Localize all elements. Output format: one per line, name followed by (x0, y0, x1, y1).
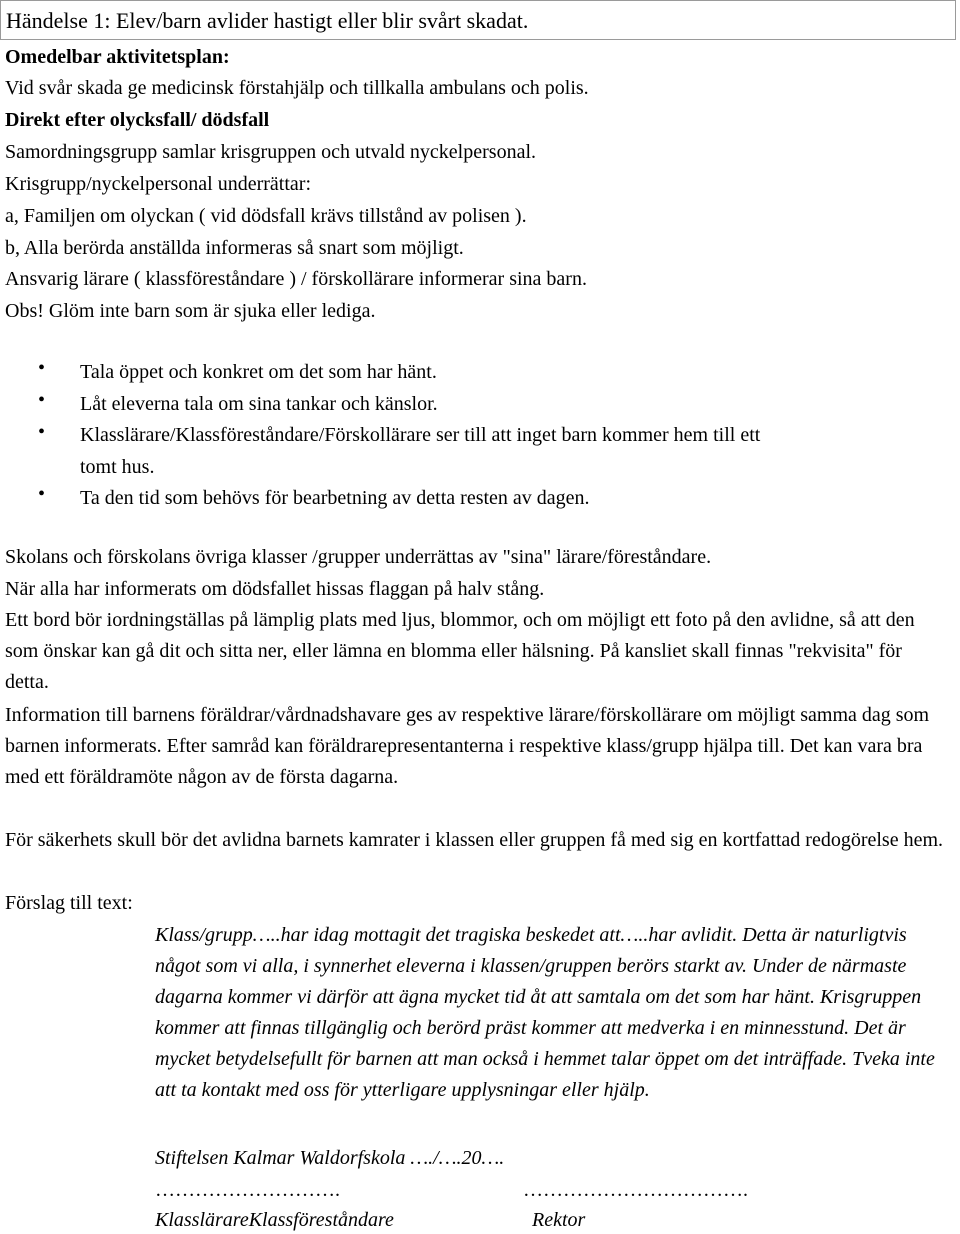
paragraph: Skolans och förskolans övriga klasser /grupper underrättas av "sina" lärare/föreståndare. (5, 546, 712, 568)
text-line: Obs! Glöm inte barn som är sjuka eller lediga. (5, 300, 376, 322)
title-box (0, 0, 956, 40)
document-title: Händelse 1: Elev/barn avlider hastigt eller blir svårt skadat. (6, 8, 529, 33)
after-heading: Direkt efter olycksfall/ dödsfall (5, 109, 270, 131)
bullet-dot-icon: • (38, 357, 46, 379)
signature-label-teacher: KlasslärareKlassföreståndare (155, 1209, 394, 1231)
text-line: Ansvarig lärare ( klassföreståndare ) / förskollärare informerar sina barn. (5, 268, 587, 290)
text-line: Krisgrupp/nyckelpersonal underrättar: (5, 173, 312, 195)
bullet-item: Ta den tid som behövs för bearbetning av detta resten av dagen. (80, 487, 590, 509)
bullet-item-continued: tomt hus. (80, 456, 155, 478)
bullet-dot-icon: • (38, 389, 46, 411)
signature-line-right: ……………………………. (523, 1179, 748, 1201)
plan-heading: Omedelbar aktivitetsplan: (5, 46, 230, 68)
bullet-item: Tala öppet och konkret om det som har hänt. (80, 361, 437, 383)
bullet-dot-icon: • (38, 483, 46, 505)
text-line: Samordningsgrupp samlar krisgruppen och utvald nyckelpersonal. (5, 141, 536, 163)
suggested-text-quote: Klass/grupp…..har idag mottagit det tragiska beskedet att…..har avlidit. Detta är naturligtvis något som vi alla, i synnerhet eleverna i klassen/gruppen berörs starkt av. Under de närmaste dagarna kommer vi därför att ägna mycket tid åt att samtala om det som har hänt. Krisgruppen kommer att finnas tillgänglig och berörd präst kommer att medverka i en minnesstund. Det är mycket betydelsefullt för barnen att man också i hemmet talar öppet om det inträffade. Tveka inte att ta kontakt med oss för ytterligare upplysningar eller hjälp. (155, 924, 935, 1101)
text-line: b, Alla berörda anställda informeras så snart som möjligt. (5, 237, 464, 259)
plan-text: Vid svår skada ge medicinsk förstahjälp och tillkalla ambulans och polis. (5, 77, 589, 99)
paragraph: När alla har informerats om dödsfallet hissas flaggan på halv stång. (5, 578, 545, 600)
paragraph: Ett bord bör iordningställas på lämplig plats med ljus, blommor, och om möjligt ett foto på den avlidne, så att den som önskar kan gå dit och sitta ner, eller lämna en blomma eller hälsning. På kansliet skall finnas "rekvisita" för detta. (5, 609, 915, 693)
text-line: a, Familjen om olyckan ( vid dödsfall krävs tillstånd av polisen ). (5, 205, 527, 227)
signature-line-left: ………………………. (155, 1179, 340, 1201)
bullet-item: Låt eleverna tala om sina tankar och känslor. (80, 393, 438, 415)
paragraph: Information till barnens föräldrar/vårdnadshavare ges av respektive lärare/förskollärare om möjligt samma dag som barnen informerats. Efter samråd kan föräldrarepresentanterna i respektive klass/grupp hjälpa till. Det kan vara bra med ett föräldramöte någon av de första dagarna. (5, 704, 930, 788)
paragraph: Förslag till text: (5, 892, 133, 914)
bullet-dot-icon: • (38, 421, 46, 443)
bullet-item: Klasslärare/Klassföreståndare/Förskollärare ser till att inget barn kommer hem till ett (80, 424, 761, 446)
signoff: Stiftelsen Kalmar Waldorfskola …./….20…. (155, 1147, 505, 1169)
paragraph: För säkerhets skull bör det avlidna barnets kamrater i klassen eller gruppen få med sig en kortfattad redogörelse hem. (5, 829, 944, 851)
signature-label-principal: Rektor (532, 1209, 586, 1231)
